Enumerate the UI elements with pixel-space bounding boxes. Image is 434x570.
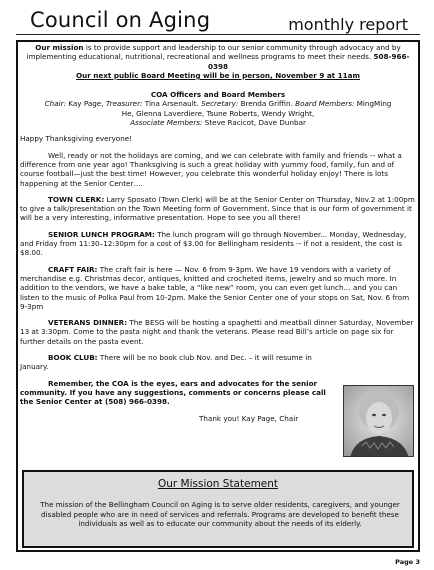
craft-paragraph xyxy=(20,265,416,311)
officer-role: Secretary: xyxy=(201,99,239,109)
mission-statement-box xyxy=(22,470,414,548)
officer-name: Steve Racicot, Dave Dunbar xyxy=(202,118,306,128)
portrait-image xyxy=(344,386,414,457)
officer-name: Brenda Griffin. xyxy=(238,99,296,109)
greeting: Happy Thanksgiving everyone! xyxy=(20,134,133,144)
officer-role: Treasurer: xyxy=(105,99,143,109)
intro-paragraph: Well, ready or not the holidays are coming, and we can celebrate with family and friends -- what a difference from one year ago! Thanksgiving is such a great holiday with yummy food, family, fun and of course football—just the best time! However, you celebrate this wonderful holiday enjoy! There is lots happening at the Senior Center…. xyxy=(20,150,402,188)
page-header xyxy=(16,6,420,42)
phone-number: 508-966-0398 xyxy=(207,52,410,71)
lunch-paragraph xyxy=(20,230,416,258)
article-body xyxy=(20,43,416,430)
officers-heading: COA Officers and Board Members xyxy=(150,90,286,100)
officer-name: Tina Arsenault. xyxy=(142,99,202,109)
officer-role: Board Members: xyxy=(295,99,355,109)
craft-title: CRAFT FAIR: xyxy=(48,264,98,274)
veterans-paragraph xyxy=(20,318,416,346)
town-clerk-paragraph xyxy=(20,195,416,223)
newsletter-title: Council on Aging xyxy=(30,8,211,32)
chair-portrait-photo xyxy=(343,385,414,457)
lunch-text: The lunch program will go through November... Monday, Wednesday, and Friday from 11:30–12:30pm for a cost of $3.00 for Bellingham residents -- if not a resident, the cost is $8.00. xyxy=(20,229,407,258)
officers-block xyxy=(20,90,416,127)
mission-statement-text: The mission of the Bellingham Council on Aging is to serve older residents, caregivers, and younger disabled people who are in need of services and referrals. Programs are developed to benefit these individuals as well as to educate our community about the needs of its elderly. xyxy=(40,500,400,528)
veterans-title: VETERANS DINNER: xyxy=(48,318,128,328)
board-meeting-notice: Our next public Board Meeting will be in person, November 9 at 11am xyxy=(76,70,360,80)
craft-text: The craft fair is here — Nov. 6 from 9-3pm. We have 19 vendors with a variety of merchandise e.g. Christmas decor, antiques, knitted and crocheted items, jewelry and so much more. In addition to the vendors, we have a bake table, a “like new” room, you can even get lunch… and you can listen to the music of Polka Paul from 10-2pm. Make the Senior Center one of your stops on Sat, Nov. 6 from 9-3pm xyxy=(20,264,410,311)
officer-name: MingMing xyxy=(354,99,392,109)
mission-text: is to provide support and leadership to our senior community through advocacy and by implementing educational, nutritional, recreational and wellness programs to meet their needs. xyxy=(26,43,401,62)
book-title: BOOK CLUB: xyxy=(48,353,98,363)
lunch-title: SENIOR LUNCH PROGRAM: xyxy=(48,229,155,239)
mission-statement-title: Our Mission Statement xyxy=(157,478,279,490)
book-club-paragraph xyxy=(20,353,340,372)
officer-role: Chair: xyxy=(44,99,67,109)
newsletter-subtitle: monthly report xyxy=(288,15,408,34)
header-rule xyxy=(16,34,420,35)
remember-paragraph: Remember, the COA is the eyes, ears and advocates for the senior community. If you have any suggestions, comments or concerns please call the Senior Center at (508) 966-0398. xyxy=(20,378,326,407)
mission-intro xyxy=(20,43,416,80)
mission-label: Our mission xyxy=(35,43,84,52)
officer-role: Associate Members: xyxy=(130,118,203,128)
officer-name: Kay Page, xyxy=(66,99,106,109)
signature: Thank you! Kay Page, Chair xyxy=(199,413,299,423)
town-clerk-title: TOWN CLERK: xyxy=(48,194,105,204)
town-clerk-text: Larry Sposato (Town Clerk) will be at the Senior Center on Thursday, Nov.2 at 1:00pm to give a talk/presentation on the Town Meeting form of Government. Since that is our form of government it will be a very interesting, informative presentation. Hope to see you all there! xyxy=(20,194,415,223)
officer-names: He, Glenna Laverdiere, Tsune Roberts, Wendy Wright, xyxy=(121,108,315,118)
veterans-text: The BESG will be hosting a spaghetti and meatball dinner Saturday, November 13 at 3:30pm. Come to the pasta night and thank the veterans. Please read Bill’s article on page six for further details on the pasta event. xyxy=(20,318,414,346)
page-number: Page 3 xyxy=(395,558,420,566)
book-text: There will be no book club Nov. and Dec. – it will resume in January. xyxy=(20,353,312,372)
